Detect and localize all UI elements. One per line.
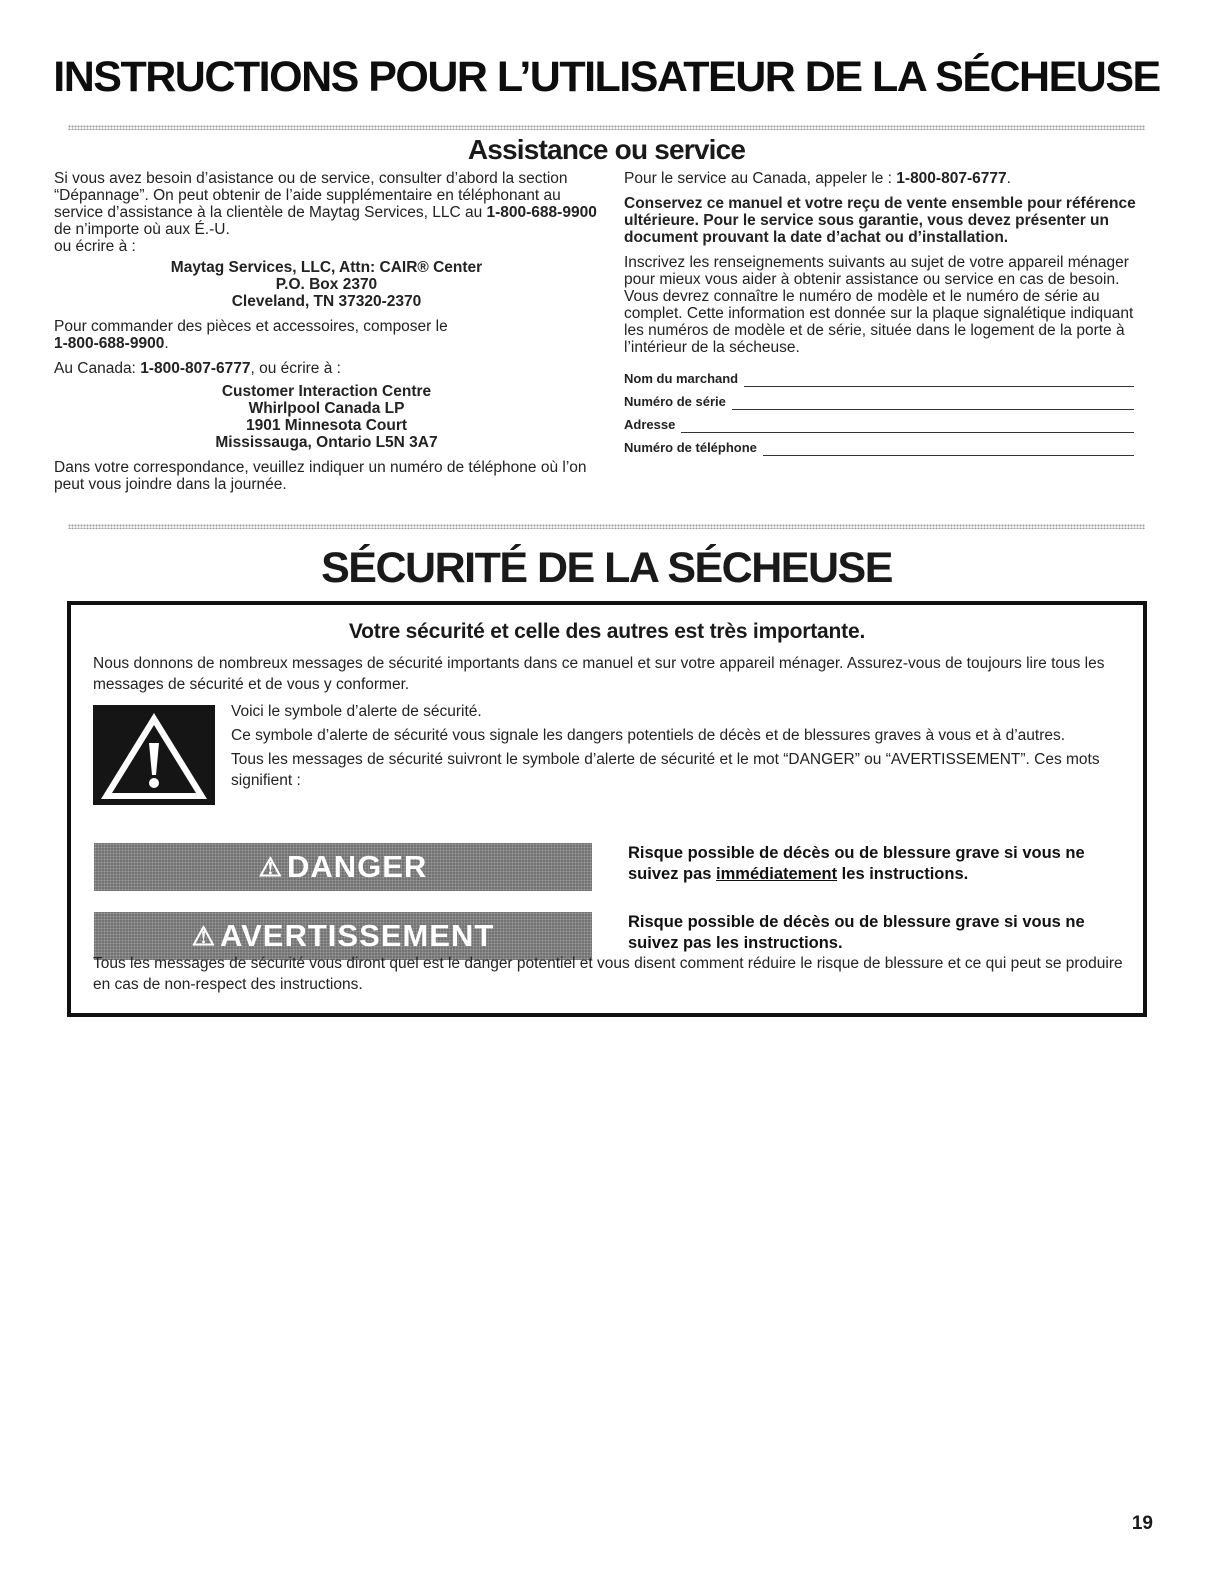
- warning-triangle-icon: ⚠: [258, 851, 283, 882]
- page-title: INSTRUCTIONS POUR L’UTILISATEUR DE LA SÉCHEUSE: [53, 53, 1160, 101]
- safety-title: SÉCURITÉ DE LA SÉCHEUSE: [321, 544, 892, 592]
- field-phone-number[interactable]: Numéro de téléphone: [624, 439, 1134, 456]
- safety-closing: Tous les messages de sécurité vous diront quel est le danger potentiel et vous disent comment réduire le risque de blessure et ce qui peut se produire en cas de non-respect des instructions.: [93, 955, 1123, 993]
- canada-contact-text: Au Canada: 1-800-807-6777, ou écrire à :: [54, 360, 341, 377]
- page-number: 19: [1131, 1513, 1153, 1534]
- assistance-heading: Assistance ou service: [467, 134, 746, 165]
- info-fields: [624, 370, 1144, 456]
- safety-box: [67, 601, 1147, 1017]
- us-address: Maytag Services, LLC, Attn: CAIR® Center P.O. Box 2370 Cleveland, TN 37320-2370: [170, 259, 483, 310]
- field-address[interactable]: Adresse: [624, 416, 1134, 433]
- assistance-left-column: [54, 170, 599, 493]
- correspondence-note: Dans votre correspondance, veuillez indiquer un numéro de téléphone où l’on peut vous joindre dans la journée.: [54, 459, 587, 493]
- warning-triangle-icon: ⚠: [191, 920, 217, 951]
- assistance-intro: Si vous avez besoin d’asistance ou de service, consulter d’abord la section “Dépannage”. On peut obtenir de l’aide supplémentaire en téléphonant au service d’assistance à la clientèle de Maytag Services, LLC au 1-800-688-9900 de n’importe où aux É.-U. ou écrire à :: [54, 170, 597, 255]
- parts-order-text: Pour commander des pièces et accessoires, composer le 1-800-688-9900.: [54, 318, 448, 352]
- us-phone: 1-800-688-9900: [486, 204, 597, 221]
- safety-box-heading: Votre sécurité et celle des autres est très importante.: [348, 620, 866, 643]
- danger-text: Risque possible de décès ou de blessure grave si vous ne suivez pas immédiatement les instructions.: [628, 844, 1085, 883]
- assistance-right-column: [624, 170, 1144, 462]
- middle-divider: [68, 524, 1145, 529]
- field-dealer-name[interactable]: Nom du marchand: [624, 370, 1134, 387]
- safety-alert-icon: [93, 705, 215, 805]
- field-serial-number[interactable]: Numéro de série: [624, 393, 1134, 410]
- record-info-text: Inscrivez les renseignements suivants au sujet de votre appareil ménager pour mieux vous aider à obtenir assistance ou service en cas de besoin. Vous devrez connaître le numéro de modèle et le numéro de série au complet. Cette information est donnée sur la plaque signalétique indiquant les numéros de modèle et de série, située dans le logement de la porte à l’intérieur de la sécheuse.: [624, 254, 1134, 356]
- safety-intro: Nous donnons de nombreux messages de sécurité importants dans ce manuel et sur votre appareil ménager. Assurez-vous de toujours lire tous les messages de sécurité et de vous y conformer.: [93, 655, 1105, 693]
- top-divider: [68, 125, 1145, 130]
- keep-manual-note: Conservez ce manuel et votre reçu de vente ensemble pour référence ultérieure. Pour le service sous garantie, vous devez présenter un document prouvant la date d’achat ou d’installation.: [624, 195, 1136, 246]
- canada-address: Customer Interaction Centre Whirlpool Canada LP 1901 Minnesota Court Mississauga, Ontario L5N 3A7: [215, 383, 438, 451]
- danger-banner: ⚠ DANGER: [94, 843, 592, 891]
- symbol-explanation: Voici le symbole d’alerte de sécurité. Ce symbole d’alerte de sécurité vous signale les dangers potentiels de décès et de blessures graves à vous et à d’autres. Tous les messages de sécurité suivront le symbole d’alerte de sécurité et le mot “DANGER” ou “AVERTISSEMENT”. Ces mots signifient :: [231, 703, 1100, 789]
- warning-text: Risque possible de décès ou de blessure grave si vous ne suivez pas les instructions.: [628, 913, 1085, 952]
- canada-service-text: Pour le service au Canada, appeler le : 1-800-807-6777.: [624, 170, 1011, 187]
- warning-banner: ⚠ AVERTISSEMENT: [94, 912, 592, 960]
